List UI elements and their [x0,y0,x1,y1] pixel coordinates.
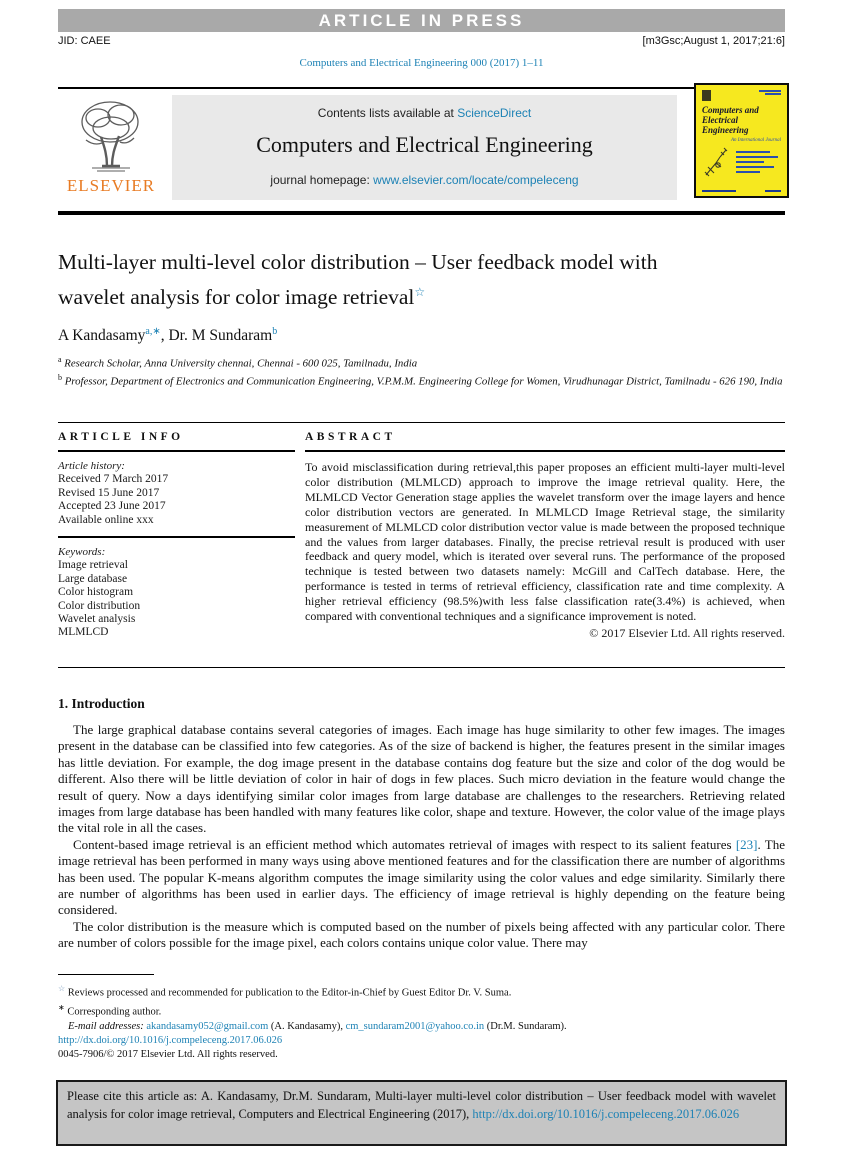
article-in-press-banner: ARTICLE IN PRESS [58,9,785,32]
section-heading-introduction: 1. Introduction [58,696,145,711]
affiliation-b [58,371,788,389]
footnotes [58,982,785,1035]
history-item: Accepted 23 June 2017 [58,500,166,513]
cover-journal-title: Computers and Electrical Engineering [702,105,759,135]
contents-line [172,106,677,120]
author-affiliation-mark[interactable]: a,∗ [145,326,161,337]
guest-editor-note [58,982,785,1001]
cite-doi-link[interactable]: http://dx.doi.org/10.1016/j.compeleceng.2017.06.026 [472,1106,740,1121]
masthead-bottom-rule [58,211,785,215]
footnote-rule [58,974,154,975]
please-cite-box [56,1080,787,1146]
affiliation-mark: b [58,372,62,382]
corresponding-author-text: Corresponding author. [64,1006,162,1018]
abstract-rule [305,450,785,452]
cover-header [702,90,781,101]
paragraph-1: The large graphical database contains several categories of images. Each image has huge similarity to other few images. The images present in the database can be classified into few categories. As of the size of backend is higher, the features present in the similar images has little deviation. For example, the dog image present in the database contains dog feature but the size and color of the dog would be different. Also there will be little deviation of color in hair of dogs in few places. Such micro deviation in the feature would change the result of query. Now a days identifying similar color images from large database are challenges to the researchers. Retrieving related images from large database has been handled with many features like color, shape and texture. However, the color value of the image plays the vital role in all the cases. [58,722,785,836]
keyword: Wavelet analysis [58,613,136,626]
asterisk-footnote-mark: ∗ [58,1003,65,1012]
affiliation-mark: a [58,355,62,364]
article-info-column [58,431,295,640]
abstract-text: To avoid misclassification during retrieval,this paper proposes an efficient multi-layer multi-level color distribution (MLMLCD) approach to improve the image retrieval quality. Here, the MLMLCD Vector Generation stage applies the wavelet transform over the image layers and hence color distribution vectors are generated. In MLMLCD Image Retrieval stage, the similarity measurement of MLMLCD color distribution vector value is made between the proposed technique and the values from larger databases. Finally, the precise retrieval result is produced with user feedback and query model, which is iterated over several runs. The performance of the proposed technique is tested between two datasets namely: McGill and CalTech database. Here, the performance is tested in terms of retrieval efficiency, classification rate and time complexity. A higher retrieval efficiency (98.5%)with less false classification rate(3.4%) is achieved, when compared with conventional techniques and a significance improvement is noted. [305,460,785,624]
body-text [58,722,785,952]
elsevier-tree-icon [72,96,150,174]
abstract-heading: ABSTRACT [305,431,396,443]
paragraph-2-text: Content-based image retrieval is an efficient method which automates retrieval of images with respect to its salient features [73,836,736,852]
affiliation-a [58,353,788,371]
cover-footer-bars [702,190,781,192]
history-label: Article history: [58,460,125,472]
email-owner: (Dr.M. Sundaram). [484,1021,567,1032]
keyword: Image retrieval [58,559,128,572]
cite-text: Please cite this article as: A. Kandasamy, Dr.M. Sundaram, Multi-layer multi-level color distribution – User feedback model with wavelet analysis for color image retrieval, Computers and Electrical Engineering (2017), [67,1089,776,1121]
article-info-heading: ARTICLE INFO [58,431,184,443]
cover-issn-bars [759,90,781,95]
star-footnote-mark: ☆ [58,984,66,993]
email-link-sundaram[interactable]: cm_sundaram2001@yahoo.co.in [345,1021,485,1032]
corresponding-author-note [58,1001,785,1020]
paragraph-2-text: . The image retrieval has been performed in many ways using above mentioned features and for the classification there are number of algorithms has been used. The popular K-means algorithm computes the image similarity using the color values and edge similarity. Similarly there are number of algorithms has been used in earlier days. The efficiency of image retrieval is highly depending on the feature being considered. [58,836,785,918]
history-item: Revised 15 June 2017 [58,486,160,499]
journal-cover-thumbnail[interactable] [694,83,789,198]
journal-homepage-link[interactable]: www.elsevier.com/locate/compeleceng [373,173,579,187]
journal-title: Computers and Electrical Engineering [256,132,593,157]
author-name: A Kandasamy [58,327,146,345]
cover-subtitle: An International Journal [731,138,781,143]
journal-masthead [172,95,677,200]
author-name: Dr. M Sundaram [168,327,273,345]
elsevier-logo[interactable] [58,96,164,206]
keyword: Color distribution [58,599,141,612]
affiliation-text: Professor, Department of Electronics and Communication Engineering, V.P.M.M. Engineering College for Women, Virudhunagar District, Tamilnadu - 626 190, India [62,375,783,388]
elsevier-wordmark: ELSEVIER [66,176,156,195]
keyword: MLMLCD [58,626,109,639]
email-addresses-line [58,1020,785,1035]
history-item: Received 7 March 2017 [58,473,169,486]
keywords-label: Keywords: [58,546,106,559]
title-footnote-star[interactable]: ☆ [414,285,426,299]
abstract-bottom-rule [58,667,785,668]
running-citation: Computers and Electrical Engineering 000 (2017) 1–11 [299,57,544,69]
article-info-rule [58,450,295,452]
keyword: Large database [58,572,128,585]
jid-row [58,35,785,47]
abstract-copyright: © 2017 Elsevier Ltd. All rights reserved. [589,625,785,640]
cover-illustration [702,145,781,179]
homepage-line [172,173,677,187]
jid-label: JID: CAEE [58,35,111,47]
cover-publisher-mark-icon [702,90,711,101]
history-item: Available online xxx [58,513,154,526]
keyword: Color histogram [58,586,134,599]
contents-prefix: Contents lists available at [317,106,458,120]
author-separator: , [160,327,169,345]
email-link-kandasamy[interactable]: akandasamy052@gmail.com [146,1021,269,1032]
paragraph-2 [58,837,785,919]
abstract-column [305,431,785,641]
author-affiliation-mark[interactable]: b [272,326,278,337]
typeset-stamp: [m3Gsc;August 1, 2017;21:6] [642,35,785,47]
author-line [58,326,277,345]
keywords-rule [58,536,295,538]
reference-link-23[interactable]: [23] [735,836,758,852]
issn-copyright-line: 0045-7906/© 2017 Elsevier Ltd. All rights reserved. [58,1049,278,1060]
paper-title-text: Multi-layer multi-level color distribution – User feedback model with wavelet analysis for color image retrieval [58,250,658,310]
sciencedirect-link[interactable]: ScienceDirect [457,106,532,120]
doi-link[interactable]: http://dx.doi.org/10.1016/j.compeleceng.2017.06.026 [58,1035,283,1046]
top-rule [58,87,785,89]
email-label: E-mail addresses: [68,1021,144,1032]
paragraph-3: The color distribution is the measure which is computed based on the number of pixels being affected with any particular color. There are number of colors possible for the image pixel, each colors contains unique color value. There may [58,918,785,951]
cover-text-bars [736,151,781,179]
info-top-rule [58,422,785,423]
plug-sketch-icon [702,145,732,179]
page-title [58,247,668,312]
affiliations [58,353,788,388]
doi-line [58,1035,282,1046]
homepage-prefix: journal homepage: [270,173,374,187]
star-footnote-text: Reviews processed and recommended for publication to the Editor-in-Chief by Guest Editor Dr. V. Suma. [65,987,512,999]
affiliation-text: Research Scholar, Anna University chennai, Chennai - 600 025, Tamilnadu, India [61,357,418,370]
email-owner: (A. Kandasamy), [268,1021,346,1032]
